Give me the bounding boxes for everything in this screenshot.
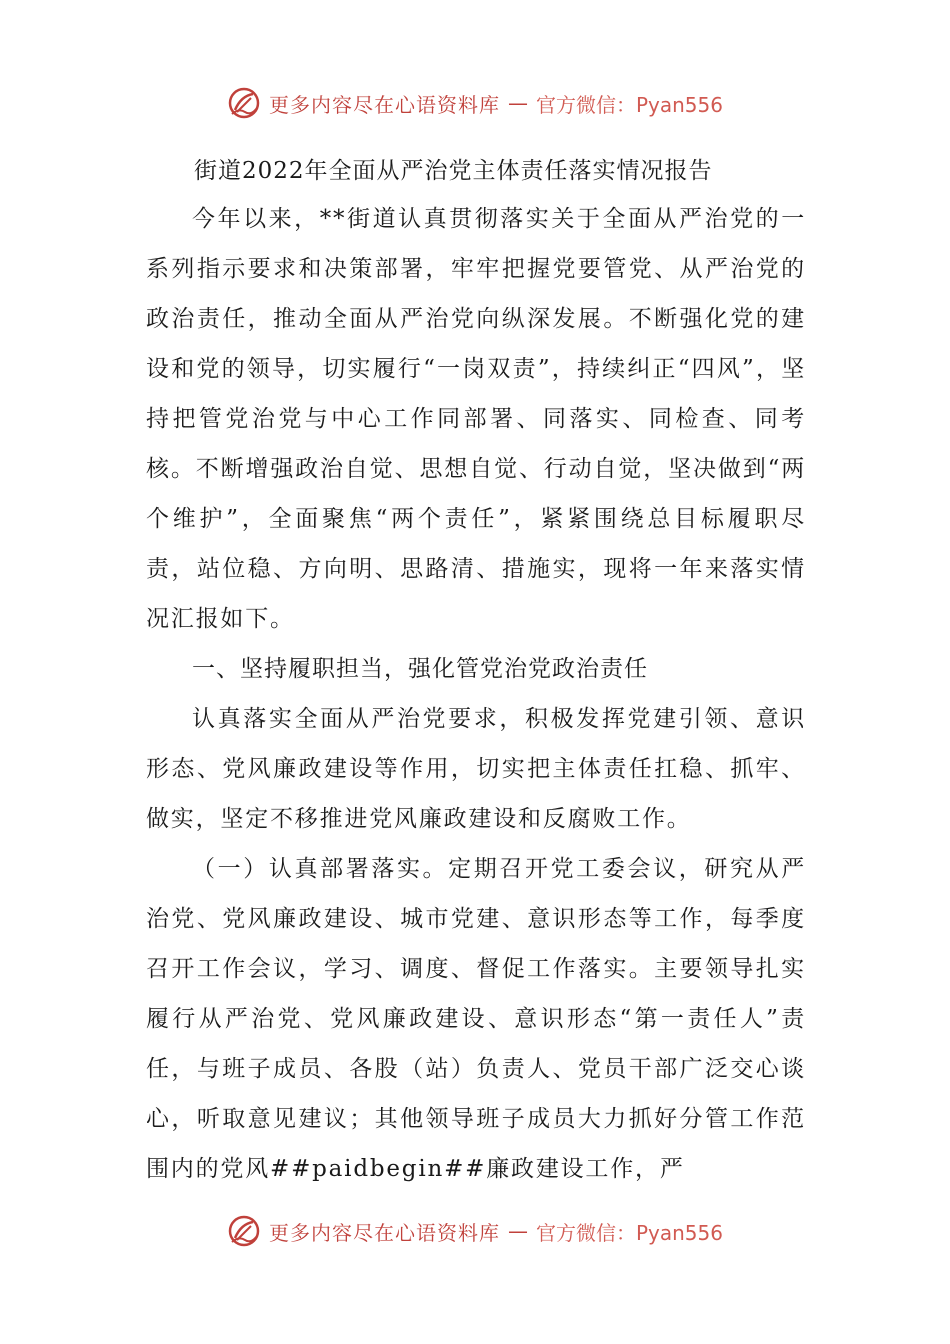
- watermark-header: [0, 83, 950, 123]
- watermark-text: 更多内容尽在心语资料库: [268, 1220, 500, 1245]
- watermark-footer: [0, 1211, 950, 1251]
- subsection-1-paragraph: （一）认真部署落实。定期召开党工委会议，研究从严治党、党风廉政建设、城市党建、意识形态等工作，每季度召开工作会议，学习、调度、督促工作落实。主要领导扎实履行从严治党、党风廉政建设、意识形态“第一责任人”责任，与班子成员、各股（站）负责人、党员干部广泛交心谈心，听取意见建议；其他领导班子成员大力抓好分管工作范围内的党风##paidbegin##廉政建设工作，严: [146, 856, 806, 1182]
- watermark-contact: 官方微信：Pyan556: [535, 92, 723, 117]
- section-1-heading: 一、坚持履职担当，强化管党治党政治责任: [192, 656, 648, 682]
- pen-signature-logo-icon: [227, 1214, 261, 1248]
- watermark-contact: 官方微信：Pyan556: [535, 1220, 723, 1245]
- pen-signature-logo-icon: [227, 86, 261, 120]
- document-title: 街道2022年全面从严治党主体责任落实情况报告: [194, 158, 713, 184]
- document-body: [146, 148, 806, 1194]
- section-1-paragraph: 认真落实全面从严治党要求，积极发挥党建引领、意识形态、党风廉政建设等作用，切实把主体责任扛稳、抓牢、做实，坚定不移推进党风廉政建设和反腐败工作。: [146, 706, 806, 832]
- watermark-separator: —: [507, 1219, 528, 1243]
- intro-paragraph: 今年以来，**街道认真贯彻落实关于全面从严治党的一系列指示要求和决策部署，牢牢把握党要管党、从严治党的政治责任，推动全面从严治党向纵深发展。不断强化党的建设和党的领导，切实履行“一岗双责”，持续纠正“四风”，坚持把管党治党与中心工作同部署、同落实、同检查、同考核。不断增强政治自觉、思想自觉、行动自觉，坚决做到“两个维护”，全面聚焦“两个责任”，紧紧围绕总目标履职尽责，站位稳、方向明、思路清、措施实，现将一年来落实情况汇报如下。: [146, 206, 806, 632]
- watermark-separator: —: [507, 91, 528, 115]
- watermark-text: 更多内容尽在心语资料库: [268, 92, 500, 117]
